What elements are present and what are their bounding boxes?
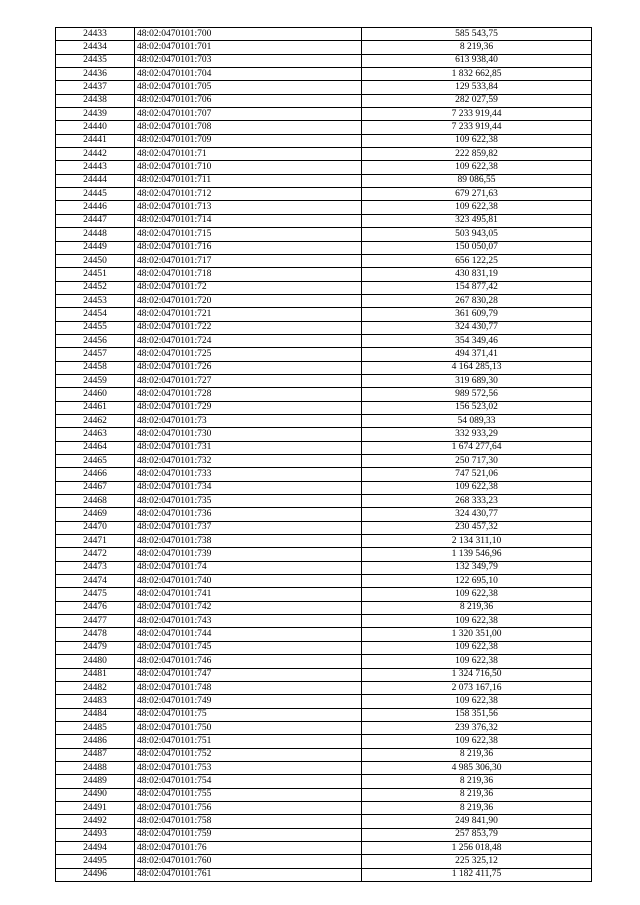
cadastral-value-cell: 1 139 546,96: [362, 548, 592, 561]
cadastral-value-cell: 656 122,25: [362, 254, 592, 267]
row-number-cell: 24483: [56, 695, 135, 708]
table-row: [56, 374, 592, 387]
table-row: [56, 535, 592, 548]
cadastral-value-cell: 989 572,56: [362, 388, 592, 401]
row-number-cell: 24491: [56, 801, 135, 814]
cadastral-number-cell: 48:02:0470101:700: [135, 28, 362, 41]
row-number-cell: 24464: [56, 441, 135, 454]
cadastral-number-cell: 48:02:0470101:724: [135, 334, 362, 347]
table-row: [56, 468, 592, 481]
row-number-cell: 24487: [56, 748, 135, 761]
cadastral-value-cell: 8 219,36: [362, 801, 592, 814]
table-row: [56, 321, 592, 334]
table-row: [56, 281, 592, 294]
row-number-cell: 24463: [56, 428, 135, 441]
row-number-cell: 24480: [56, 655, 135, 668]
row-number-cell: 24486: [56, 735, 135, 748]
table-row: [56, 68, 592, 81]
row-number-cell: 24441: [56, 134, 135, 147]
cadastral-number-cell: 48:02:0470101:708: [135, 121, 362, 134]
cadastral-number-cell: 48:02:0470101:706: [135, 94, 362, 107]
table-row: [56, 214, 592, 227]
table-row: [56, 41, 592, 54]
table-row: [56, 628, 592, 641]
table-row: [56, 388, 592, 401]
row-number-cell: 24433: [56, 28, 135, 41]
row-number-cell: 24434: [56, 41, 135, 54]
cadastral-number-cell: 48:02:0470101:732: [135, 455, 362, 468]
row-number-cell: 24465: [56, 455, 135, 468]
row-number-cell: 24484: [56, 708, 135, 721]
table-row: [56, 828, 592, 841]
cadastral-number-cell: 48:02:0470101:727: [135, 374, 362, 387]
cadastral-value-cell: 150 050,07: [362, 241, 592, 254]
row-number-cell: 24455: [56, 321, 135, 334]
row-number-cell: 24485: [56, 721, 135, 734]
cadastral-number-cell: 48:02:0470101:733: [135, 468, 362, 481]
cadastral-value-cell: 122 695,10: [362, 575, 592, 588]
row-number-cell: 24462: [56, 414, 135, 427]
cadastral-value-cell: 324 430,77: [362, 321, 592, 334]
cadastral-value-cell: 4 164 285,13: [362, 361, 592, 374]
table-row: [56, 268, 592, 281]
cadastral-number-cell: 48:02:0470101:714: [135, 214, 362, 227]
table-row: [56, 495, 592, 508]
table-row: [56, 775, 592, 788]
cadastral-number-cell: 48:02:0470101:736: [135, 508, 362, 521]
cadastral-number-cell: 48:02:0470101:751: [135, 735, 362, 748]
table-row: [56, 174, 592, 187]
row-number-cell: 24451: [56, 268, 135, 281]
table-row: [56, 788, 592, 801]
row-number-cell: 24481: [56, 668, 135, 681]
cadastral-number-cell: 48:02:0470101:728: [135, 388, 362, 401]
cadastral-value-cell: 109 622,38: [362, 481, 592, 494]
table-row: [56, 81, 592, 94]
table-row: [56, 254, 592, 267]
cadastral-number-cell: 48:02:0470101:710: [135, 161, 362, 174]
cadastral-value-cell: 109 622,38: [362, 735, 592, 748]
cadastral-value-cell: 332 933,29: [362, 428, 592, 441]
cadastral-number-cell: 48:02:0470101:707: [135, 108, 362, 121]
row-number-cell: 24488: [56, 761, 135, 774]
row-number-cell: 24457: [56, 348, 135, 361]
row-number-cell: 24448: [56, 228, 135, 241]
cadastral-value-cell: 7 233 919,44: [362, 121, 592, 134]
table-row: [56, 601, 592, 614]
table-row: [56, 228, 592, 241]
row-number-cell: 24471: [56, 535, 135, 548]
table-row: [56, 121, 592, 134]
table-row: [56, 334, 592, 347]
cadastral-number-cell: 48:02:0470101:76: [135, 841, 362, 854]
cadastral-number-cell: 48:02:0470101:746: [135, 655, 362, 668]
cadastral-value-cell: 222 859,82: [362, 148, 592, 161]
cadastral-value-cell: 361 609,79: [362, 308, 592, 321]
cadastral-value-cell: 109 622,38: [362, 641, 592, 654]
row-number-cell: 24454: [56, 308, 135, 321]
cadastral-number-cell: 48:02:0470101:716: [135, 241, 362, 254]
row-number-cell: 24447: [56, 214, 135, 227]
cadastral-number-cell: 48:02:0470101:747: [135, 668, 362, 681]
cadastral-value-cell: 1 256 018,48: [362, 841, 592, 854]
table-row: [56, 348, 592, 361]
cadastral-number-cell: 48:02:0470101:737: [135, 521, 362, 534]
row-number-cell: 24469: [56, 508, 135, 521]
row-number-cell: 24494: [56, 841, 135, 854]
cadastral-value-cell: 89 086,55: [362, 174, 592, 187]
table-row: [56, 508, 592, 521]
table-row: [56, 481, 592, 494]
table-row: [56, 641, 592, 654]
cadastral-value-cell: 8 219,36: [362, 601, 592, 614]
cadastral-number-cell: 48:02:0470101:72: [135, 281, 362, 294]
table-row: [56, 561, 592, 574]
row-number-cell: 24446: [56, 201, 135, 214]
row-number-cell: 24479: [56, 641, 135, 654]
row-number-cell: 24493: [56, 828, 135, 841]
row-number-cell: 24478: [56, 628, 135, 641]
cadastral-value-cell: 109 622,38: [362, 588, 592, 601]
cadastral-value-cell: 158 351,56: [362, 708, 592, 721]
row-number-cell: 24442: [56, 148, 135, 161]
cadastral-number-cell: 48:02:0470101:73: [135, 414, 362, 427]
cadastral-number-cell: 48:02:0470101:75: [135, 708, 362, 721]
table-row: [56, 108, 592, 121]
cadastral-number-cell: 48:02:0470101:717: [135, 254, 362, 267]
row-number-cell: 24445: [56, 188, 135, 201]
cadastral-number-cell: 48:02:0470101:753: [135, 761, 362, 774]
cadastral-value-cell: 109 622,38: [362, 161, 592, 174]
table-row: [56, 708, 592, 721]
cadastral-number-cell: 48:02:0470101:741: [135, 588, 362, 601]
table-row: [56, 841, 592, 854]
table-row: [56, 54, 592, 67]
cadastral-number-cell: 48:02:0470101:759: [135, 828, 362, 841]
table-row: [56, 748, 592, 761]
table-row: [56, 441, 592, 454]
cadastral-value-cell: 319 689,30: [362, 374, 592, 387]
cadastral-number-cell: 48:02:0470101:760: [135, 855, 362, 868]
cadastral-number-cell: 48:02:0470101:731: [135, 441, 362, 454]
table-row: [56, 28, 592, 41]
cadastral-number-cell: 48:02:0470101:748: [135, 681, 362, 694]
table-row: [56, 294, 592, 307]
table-row: [56, 361, 592, 374]
table-row: [56, 414, 592, 427]
table-row: [56, 735, 592, 748]
table-row: [56, 428, 592, 441]
cadastral-value-cell: 156 523,02: [362, 401, 592, 414]
row-number-cell: 24449: [56, 241, 135, 254]
table-row: [56, 615, 592, 628]
table-row: [56, 668, 592, 681]
cadastral-value-cell: 8 219,36: [362, 41, 592, 54]
row-number-cell: 24476: [56, 601, 135, 614]
table-row: [56, 681, 592, 694]
cadastral-number-cell: 48:02:0470101:74: [135, 561, 362, 574]
cadastral-number-cell: 48:02:0470101:761: [135, 868, 362, 881]
cadastral-number-cell: 48:02:0470101:701: [135, 41, 362, 54]
cadastral-number-cell: 48:02:0470101:743: [135, 615, 362, 628]
cadastral-value-cell: 225 325,12: [362, 855, 592, 868]
table-row: [56, 695, 592, 708]
cadastral-value-cell: 268 333,23: [362, 495, 592, 508]
row-number-cell: 24490: [56, 788, 135, 801]
cadastral-value-cell: 109 622,38: [362, 695, 592, 708]
cadastral-value-cell: 109 622,38: [362, 615, 592, 628]
cadastral-value-cell: 282 027,59: [362, 94, 592, 107]
cadastral-value-cell: 154 877,42: [362, 281, 592, 294]
cadastral-value-cell: 109 622,38: [362, 134, 592, 147]
row-number-cell: 24458: [56, 361, 135, 374]
cadastral-number-cell: 48:02:0470101:703: [135, 54, 362, 67]
cadastral-number-cell: 48:02:0470101:750: [135, 721, 362, 734]
cadastral-number-cell: 48:02:0470101:705: [135, 81, 362, 94]
cadastral-value-cell: 250 717,30: [362, 455, 592, 468]
table-row: [56, 94, 592, 107]
table-row: [56, 815, 592, 828]
cadastral-number-cell: 48:02:0470101:721: [135, 308, 362, 321]
row-number-cell: 24475: [56, 588, 135, 601]
row-number-cell: 24496: [56, 868, 135, 881]
cadastral-number-cell: 48:02:0470101:739: [135, 548, 362, 561]
row-number-cell: 24440: [56, 121, 135, 134]
cadastral-number-cell: 48:02:0470101:742: [135, 601, 362, 614]
row-number-cell: 24453: [56, 294, 135, 307]
cadastral-value-cell: 257 853,79: [362, 828, 592, 841]
table-row: [56, 308, 592, 321]
row-number-cell: 24470: [56, 521, 135, 534]
cadastral-number-cell: 48:02:0470101:730: [135, 428, 362, 441]
table-row: [56, 521, 592, 534]
row-number-cell: 24466: [56, 468, 135, 481]
cadastral-number-cell: 48:02:0470101:755: [135, 788, 362, 801]
row-number-cell: 24460: [56, 388, 135, 401]
cadastral-number-cell: 48:02:0470101:715: [135, 228, 362, 241]
cadastral-value-cell: 1 674 277,64: [362, 441, 592, 454]
cadastral-value-cell: 324 430,77: [362, 508, 592, 521]
row-number-cell: 24444: [56, 174, 135, 187]
cadastral-number-cell: 48:02:0470101:752: [135, 748, 362, 761]
cadastral-value-cell: 8 219,36: [362, 788, 592, 801]
cadastral-number-cell: 48:02:0470101:709: [135, 134, 362, 147]
cadastral-value-cell: 747 521,06: [362, 468, 592, 481]
row-number-cell: 24461: [56, 401, 135, 414]
cadastral-value-cell: 1 324 716,50: [362, 668, 592, 681]
cadastral-value-cell: 129 533,84: [362, 81, 592, 94]
cadastral-number-cell: 48:02:0470101:713: [135, 201, 362, 214]
row-number-cell: 24456: [56, 334, 135, 347]
row-number-cell: 24473: [56, 561, 135, 574]
cadastral-value-cell: 613 938,40: [362, 54, 592, 67]
table-row: [56, 401, 592, 414]
table-row: [56, 761, 592, 774]
row-number-cell: 24468: [56, 495, 135, 508]
row-number-cell: 24489: [56, 775, 135, 788]
cadastral-number-cell: 48:02:0470101:758: [135, 815, 362, 828]
cadastral-value-cell: 1 182 411,75: [362, 868, 592, 881]
table-row: [56, 134, 592, 147]
cadastral-value-cell: 109 622,38: [362, 655, 592, 668]
cadastral-value-cell: 267 830,28: [362, 294, 592, 307]
cadastral-number-cell: 48:02:0470101:729: [135, 401, 362, 414]
cadastral-value-cell: 249 841,90: [362, 815, 592, 828]
row-number-cell: 24439: [56, 108, 135, 121]
cadastral-number-cell: 48:02:0470101:754: [135, 775, 362, 788]
cadastral-number-cell: 48:02:0470101:726: [135, 361, 362, 374]
cadastral-value-cell: 2 073 167,16: [362, 681, 592, 694]
cadastral-value-cell: 2 134 311,10: [362, 535, 592, 548]
table-row: [56, 148, 592, 161]
table-row: [56, 455, 592, 468]
table-row: [56, 161, 592, 174]
row-number-cell: 24436: [56, 68, 135, 81]
row-number-cell: 24459: [56, 374, 135, 387]
row-number-cell: 24443: [56, 161, 135, 174]
table-row: [56, 588, 592, 601]
row-number-cell: 24435: [56, 54, 135, 67]
cadastral-value-cell: 1 832 662,85: [362, 68, 592, 81]
cadastral-number-cell: 48:02:0470101:718: [135, 268, 362, 281]
row-number-cell: 24474: [56, 575, 135, 588]
row-number-cell: 24495: [56, 855, 135, 868]
cadastral-value-cell: 354 349,46: [362, 334, 592, 347]
row-number-cell: 24438: [56, 94, 135, 107]
cadastral-value-cell: 585 543,75: [362, 28, 592, 41]
table-row: [56, 801, 592, 814]
cadastral-number-cell: 48:02:0470101:704: [135, 68, 362, 81]
table-row: [56, 868, 592, 881]
cadastral-number-cell: 48:02:0470101:735: [135, 495, 362, 508]
row-number-cell: 24492: [56, 815, 135, 828]
cadastral-value-cell: 239 376,32: [362, 721, 592, 734]
table-body: [56, 28, 592, 882]
cadastral-value-cell: 132 349,79: [362, 561, 592, 574]
cadastral-number-cell: 48:02:0470101:734: [135, 481, 362, 494]
cadastral-number-cell: 48:02:0470101:711: [135, 174, 362, 187]
cadastral-number-cell: 48:02:0470101:725: [135, 348, 362, 361]
cadastral-value-cell: 494 371,41: [362, 348, 592, 361]
row-number-cell: 24472: [56, 548, 135, 561]
cadastral-value-cell: 230 457,32: [362, 521, 592, 534]
table-row: [56, 241, 592, 254]
table-row: [56, 575, 592, 588]
cadastral-number-cell: 48:02:0470101:738: [135, 535, 362, 548]
row-number-cell: 24450: [56, 254, 135, 267]
cadastral-value-cell: 679 271,63: [362, 188, 592, 201]
cadastral-number-cell: 48:02:0470101:722: [135, 321, 362, 334]
cadastral-number-cell: 48:02:0470101:71: [135, 148, 362, 161]
cadastral-value-cell: 54 089,33: [362, 414, 592, 427]
table-row: [56, 188, 592, 201]
table-row: [56, 855, 592, 868]
cadastral-number-cell: 48:02:0470101:712: [135, 188, 362, 201]
cadastral-value-cell: 323 495,81: [362, 214, 592, 227]
cadastral-value-cell: 4 985 306,30: [362, 761, 592, 774]
row-number-cell: 24467: [56, 481, 135, 494]
row-number-cell: 24452: [56, 281, 135, 294]
row-number-cell: 24482: [56, 681, 135, 694]
row-number-cell: 24437: [56, 81, 135, 94]
table-row: [56, 655, 592, 668]
table-row: [56, 201, 592, 214]
cadastral-value-cell: 430 831,19: [362, 268, 592, 281]
cadastral-number-cell: 48:02:0470101:740: [135, 575, 362, 588]
cadastral-value-table: [55, 27, 592, 882]
cadastral-number-cell: 48:02:0470101:745: [135, 641, 362, 654]
cadastral-value-cell: 7 233 919,44: [362, 108, 592, 121]
table-row: [56, 721, 592, 734]
cadastral-value-cell: 8 219,36: [362, 775, 592, 788]
cadastral-number-cell: 48:02:0470101:756: [135, 801, 362, 814]
cadastral-number-cell: 48:02:0470101:720: [135, 294, 362, 307]
cadastral-value-cell: 8 219,36: [362, 748, 592, 761]
cadastral-value-cell: 1 320 351,00: [362, 628, 592, 641]
cadastral-value-cell: 109 622,38: [362, 201, 592, 214]
table-row: [56, 548, 592, 561]
row-number-cell: 24477: [56, 615, 135, 628]
cadastral-number-cell: 48:02:0470101:749: [135, 695, 362, 708]
cadastral-number-cell: 48:02:0470101:744: [135, 628, 362, 641]
cadastral-value-cell: 503 943,05: [362, 228, 592, 241]
